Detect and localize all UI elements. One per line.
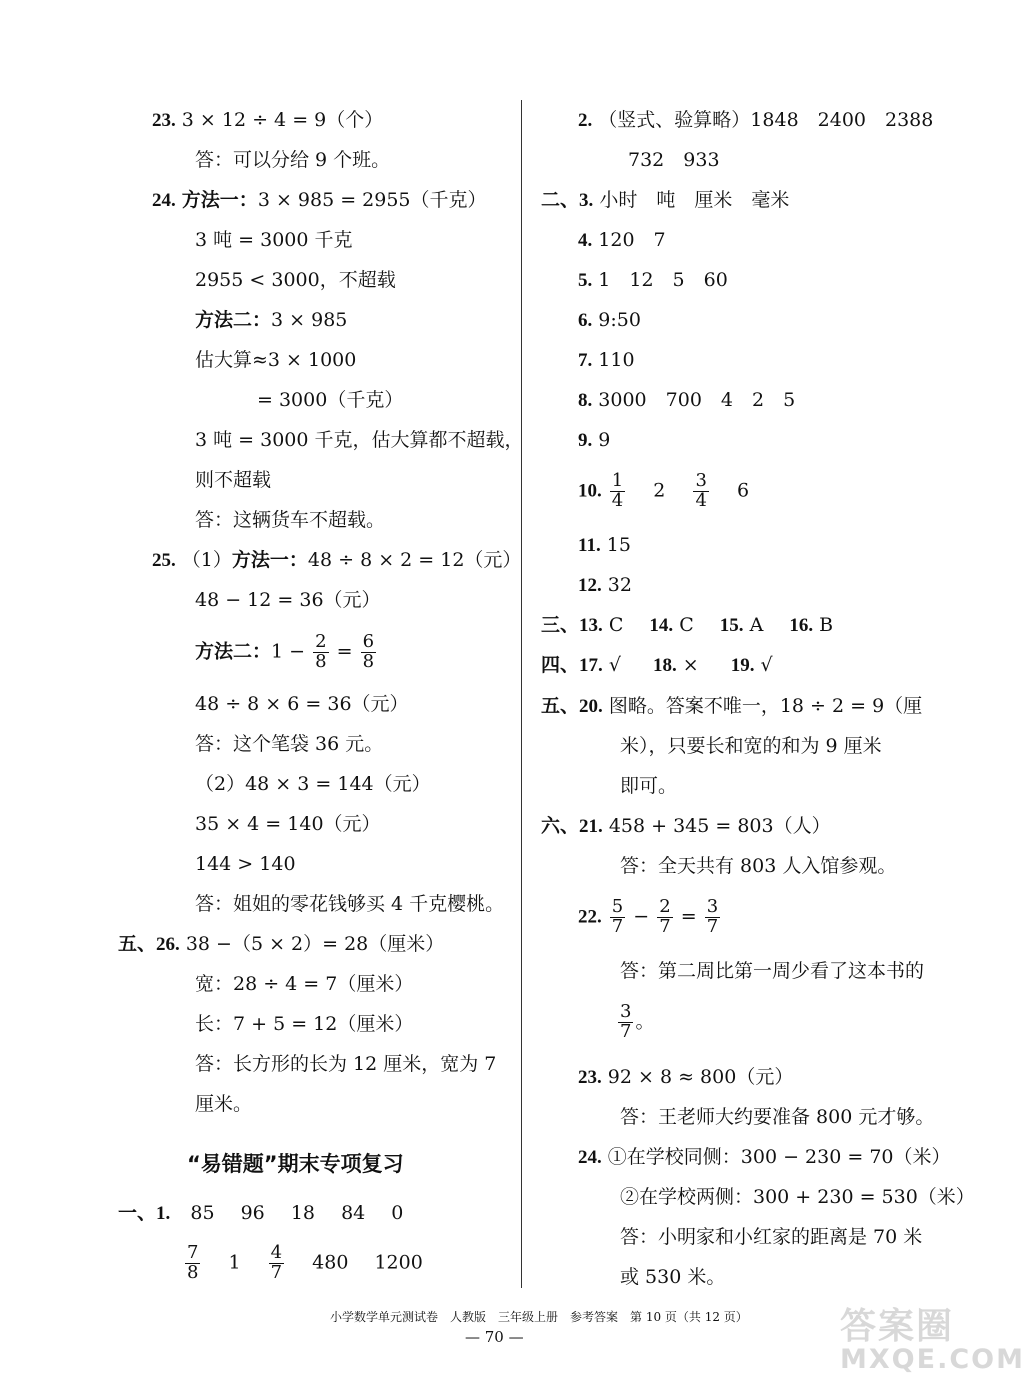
denominator: 7 bbox=[611, 915, 624, 937]
r3-text: 小时 吨 厘米 毫米 bbox=[599, 189, 790, 211]
s1-value: 0 bbox=[391, 1202, 404, 1224]
q24-line1 bbox=[152, 191, 487, 210]
q24-line2: 3 吨 = 3000 千克 bbox=[195, 229, 353, 251]
r16-answer: B bbox=[819, 614, 834, 636]
q24-method2-expression: 3 × 985 bbox=[271, 309, 348, 331]
r21-line1 bbox=[541, 817, 831, 836]
r4-number: 4. bbox=[578, 230, 593, 251]
r24-number: 24. bbox=[578, 1147, 602, 1168]
r23-expression: 92 × 8 ≈ 800（元） bbox=[607, 1066, 794, 1088]
q25-method2-prefix: 1 − bbox=[271, 640, 306, 663]
denominator: 7 bbox=[620, 1020, 632, 1042]
q24-number: 24. bbox=[152, 190, 176, 211]
equals-sign: = bbox=[336, 640, 353, 663]
denominator: 4 bbox=[695, 489, 707, 511]
denominator: 7 bbox=[659, 915, 671, 937]
r23-number: 23. bbox=[578, 1067, 602, 1088]
r14-number: 14. bbox=[649, 615, 674, 636]
denominator: 8 bbox=[362, 650, 375, 672]
equals-sign: = bbox=[680, 905, 697, 928]
r7-text: 110 bbox=[598, 349, 635, 371]
numerator: 3 bbox=[706, 896, 719, 917]
fraction bbox=[269, 1244, 284, 1283]
r5-line bbox=[578, 271, 728, 290]
r20-line2: 米），只要长和宽的和为 9 厘米 bbox=[620, 735, 882, 757]
q26-expression: 38 −（5 × 2）= 28（厘米） bbox=[185, 933, 445, 955]
q24-method2-label: 方法二： bbox=[195, 309, 272, 331]
r3-line bbox=[541, 191, 789, 210]
watermark-site: MXQE.COM bbox=[840, 1344, 1025, 1375]
r10-value: 6 bbox=[736, 479, 750, 502]
denominator: 4 bbox=[611, 489, 624, 511]
fraction bbox=[618, 1003, 633, 1042]
s1-number: 一、1. bbox=[118, 1203, 171, 1224]
r24-answer1: 答：小明家和小红家的距离是 70 米 bbox=[620, 1226, 923, 1248]
denominator: 8 bbox=[187, 1261, 199, 1283]
r6-number: 6. bbox=[578, 310, 593, 331]
q25-line8: 144 > 140 bbox=[195, 853, 296, 875]
s1-value: 1200 bbox=[374, 1251, 423, 1274]
fraction bbox=[657, 898, 672, 937]
minus-sign: − bbox=[633, 905, 650, 928]
q25-method1-expression: 48 ÷ 8 × 2 = 12（元） bbox=[307, 549, 522, 571]
s1-value: 480 bbox=[312, 1251, 349, 1274]
column-divider bbox=[521, 100, 522, 1288]
r22-answer-fraction-line bbox=[616, 1003, 654, 1042]
q24-line7: 3 吨 = 3000 千克，估大算都不超载， bbox=[195, 429, 524, 451]
q24-method1-expression: 3 × 985 = 2955（千克） bbox=[257, 189, 487, 211]
fraction bbox=[693, 472, 708, 511]
r10-number: 10. bbox=[578, 480, 602, 502]
s1-value: 18 bbox=[290, 1202, 316, 1224]
s1-value: 1 bbox=[228, 1251, 241, 1274]
r20-number: 五、20. bbox=[541, 696, 603, 717]
q26-line1 bbox=[118, 935, 444, 954]
q26-answer2: 厘米。 bbox=[195, 1093, 253, 1115]
r20-line3: 即可。 bbox=[620, 775, 678, 797]
r24-expression1: ①在学校同侧：300 − 230 = 70（米） bbox=[607, 1146, 951, 1168]
q24-line5: 估大算≈3 × 1000 bbox=[195, 349, 357, 371]
numerator: 1 bbox=[611, 470, 624, 491]
fraction bbox=[185, 1244, 200, 1283]
r14-answer: C bbox=[679, 614, 694, 636]
numerator: 4 bbox=[270, 1242, 283, 1263]
q24-method1-label: 方法一： bbox=[181, 189, 258, 211]
r4-text: 120 7 bbox=[598, 229, 666, 251]
r2-line2: 732 933 bbox=[628, 149, 720, 171]
page-number: — 70 — bbox=[465, 1328, 524, 1346]
s1-line1 bbox=[118, 1204, 403, 1223]
r9-text: 9 bbox=[598, 429, 611, 451]
q26-answer1: 答：长方形的长为 12 厘米，宽为 7 bbox=[195, 1053, 497, 1075]
section-title: “易错题”期末专项复习 bbox=[187, 1152, 404, 1176]
r9-number: 9. bbox=[578, 430, 593, 451]
r19-number: 19. bbox=[730, 655, 755, 676]
r20-line1 bbox=[541, 697, 922, 716]
r24-answer2: 或 530 米。 bbox=[620, 1266, 726, 1288]
fraction bbox=[610, 472, 625, 511]
q25-answer2: 答：姐姐的零花钱够买 4 千克樱桃。 bbox=[195, 893, 505, 915]
q26-number: 五、26. bbox=[118, 934, 180, 955]
watermark-logo: 答案圈 bbox=[840, 1306, 955, 1347]
q26-line2: 宽：28 ÷ 4 = 7（厘米） bbox=[195, 973, 414, 995]
r10-value: 2 bbox=[653, 479, 666, 502]
denominator: 7 bbox=[270, 1261, 283, 1283]
r2-line1 bbox=[578, 111, 933, 130]
numerator: 2 bbox=[659, 896, 671, 917]
s1-value: 85 bbox=[190, 1202, 215, 1224]
q25-line2: 48 − 12 = 36（元） bbox=[195, 589, 381, 611]
q23-number: 23. bbox=[152, 110, 176, 131]
numerator: 3 bbox=[620, 1001, 632, 1022]
numerator: 6 bbox=[362, 631, 375, 652]
fraction bbox=[313, 633, 328, 672]
s1-value: 84 bbox=[341, 1202, 366, 1224]
q24-line4 bbox=[195, 311, 347, 330]
q25-line1 bbox=[152, 551, 521, 570]
r6-text: 9:50 bbox=[598, 309, 641, 331]
q25-method1-label: 方法一： bbox=[231, 549, 308, 571]
q24-line8: 则不超载 bbox=[195, 469, 272, 491]
r21-expression: 458 + 345 = 803（人） bbox=[608, 815, 831, 837]
q26-line3: 长：7 + 5 = 12（厘米） bbox=[195, 1013, 414, 1035]
q25-line4: 48 ÷ 8 × 6 = 36（元） bbox=[195, 693, 409, 715]
q23-expression: 3 × 12 ÷ 4 = 9（个） bbox=[181, 109, 384, 131]
r2-number: 2. bbox=[578, 110, 593, 131]
r23-answer: 答：王老师大约要准备 800 元才够。 bbox=[620, 1106, 935, 1128]
r24-line2: ②在学校两侧：300 + 230 = 530（米） bbox=[620, 1186, 975, 1208]
r21-answer: 答：全天共有 803 人入馆参观。 bbox=[620, 855, 897, 877]
r13-answer: C bbox=[608, 614, 624, 636]
r8-text: 3000 700 4 2 5 bbox=[598, 389, 796, 411]
r18-answer: × bbox=[682, 654, 699, 676]
r3-number: 二、3. bbox=[541, 190, 594, 211]
r17-number: 四、17. bbox=[541, 655, 603, 676]
r15-answer: A bbox=[749, 614, 764, 636]
denominator: 8 bbox=[315, 650, 327, 672]
q25-method2-label: 方法二： bbox=[195, 640, 272, 663]
r20-text: 图略。答案不唯一，18 ÷ 2 = 9（厘 bbox=[608, 695, 923, 717]
r13-number: 三、13. bbox=[541, 615, 603, 636]
q24-line6: = 3000（千克） bbox=[257, 389, 404, 411]
r22-answer: 答：第二周比第一周少看了这本书的 bbox=[620, 960, 925, 982]
r15-number: 15. bbox=[719, 615, 744, 636]
q25-line6: （2）48 × 3 = 144（元） bbox=[195, 773, 431, 795]
footer-text: 小学数学单元测试卷 人教版 三年级上册 参考答案 第 10 页（共 12 页） bbox=[330, 1310, 748, 1324]
r11-number: 11. bbox=[578, 535, 601, 556]
numerator: 2 bbox=[315, 631, 327, 652]
r11-text: 15 bbox=[606, 534, 631, 556]
r8-line bbox=[578, 391, 795, 410]
r24-line1 bbox=[578, 1148, 951, 1167]
q25-part1-label: （1） bbox=[181, 549, 232, 571]
r8-number: 8. bbox=[578, 390, 593, 411]
r12-number: 12. bbox=[578, 575, 602, 596]
r17-answer: √ bbox=[608, 654, 621, 676]
s1-line2 bbox=[183, 1244, 423, 1283]
fraction bbox=[361, 633, 376, 672]
r12-text: 32 bbox=[607, 574, 632, 596]
r16-number: 16. bbox=[789, 615, 814, 636]
r13-16-line bbox=[541, 616, 833, 635]
numerator: 5 bbox=[611, 896, 624, 917]
fraction bbox=[705, 898, 720, 937]
q25-answer1: 答：这个笔袋 36 元。 bbox=[195, 733, 384, 755]
r11-line bbox=[578, 536, 631, 555]
s1-value: 96 bbox=[240, 1202, 265, 1224]
q23-line bbox=[152, 111, 383, 130]
r19-answer: √ bbox=[760, 654, 773, 676]
r22-line1 bbox=[578, 898, 722, 937]
q24-line3: 2955 < 3000，不超载 bbox=[195, 269, 396, 291]
fraction bbox=[610, 898, 625, 937]
answer-end: 。 bbox=[635, 1010, 655, 1033]
r6-line bbox=[578, 311, 641, 330]
r12-line bbox=[578, 576, 632, 595]
r21-number: 六、21. bbox=[541, 816, 603, 837]
r23-line1 bbox=[578, 1068, 793, 1087]
r10-line bbox=[578, 472, 749, 511]
q25-number: 25. bbox=[152, 550, 176, 571]
r22-number: 22. bbox=[578, 906, 602, 928]
r4-line bbox=[578, 231, 666, 250]
r17-19-line bbox=[541, 656, 773, 675]
r7-line bbox=[578, 351, 635, 370]
q24-answer: 答：这辆货车不超载。 bbox=[195, 509, 386, 531]
r5-number: 5. bbox=[578, 270, 593, 291]
r9-line bbox=[578, 431, 610, 450]
numerator: 3 bbox=[695, 470, 707, 491]
r5-text: 1 12 5 60 bbox=[598, 269, 728, 291]
denominator: 7 bbox=[706, 915, 719, 937]
q25-line3 bbox=[195, 633, 378, 672]
numerator: 7 bbox=[187, 1242, 199, 1263]
q23-answer: 答：可以分给 9 个班。 bbox=[195, 149, 391, 171]
q25-line7: 35 × 4 = 140（元） bbox=[195, 813, 381, 835]
r7-number: 7. bbox=[578, 350, 593, 371]
r18-number: 18. bbox=[652, 655, 677, 676]
r2-text: （竖式、验算略）1848 2400 2388 bbox=[598, 109, 934, 131]
